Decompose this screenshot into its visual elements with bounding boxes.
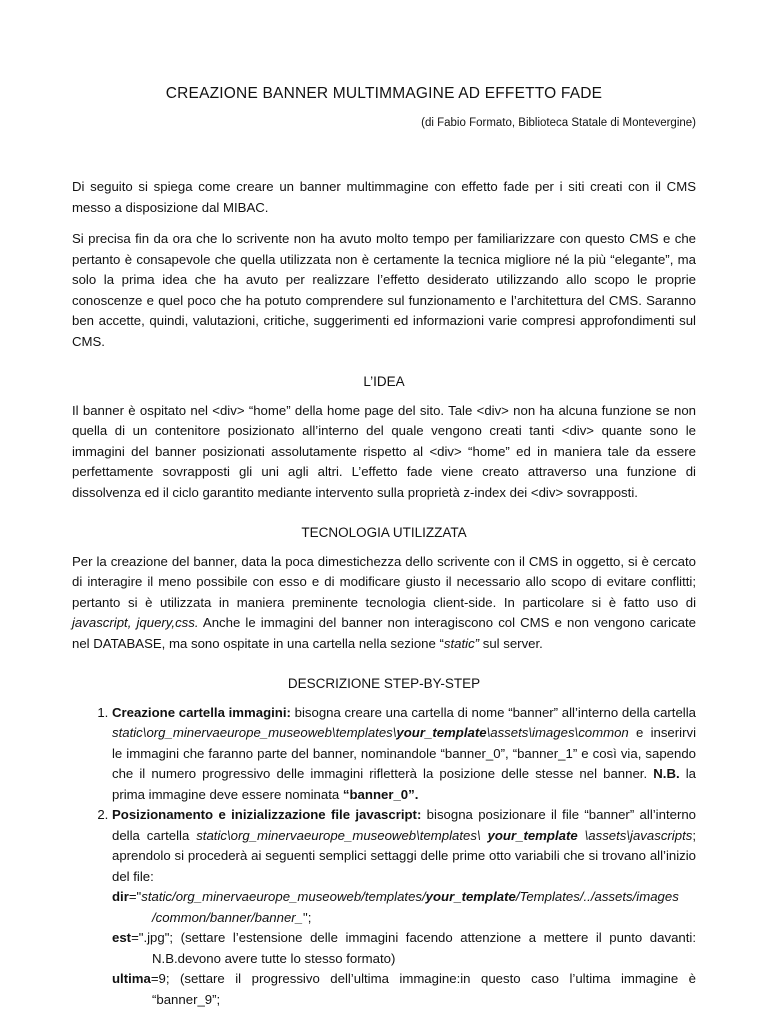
section-heading-idea: L’IDEA <box>72 372 696 393</box>
dir-variable-line: dir="static/org_minervaeurope_museoweb/templates/your_template/Templates/../assets/images /common/banner/banner_"; <box>112 887 696 928</box>
intro-paragraph-1: Di seguito si spiega come creare un banner multimmagine con effetto fade per i siti creati con il CMS messo a disposizione dal MIBAC. <box>72 177 696 218</box>
author-byline: (di Fabio Formato, Biblioteca Statale di Montevergine) <box>72 113 696 134</box>
step-1: 1. Creazione cartella immagini: bisogna creare una cartella di nome “banner” all’interno della cartella static\org_minervaeurope_museoweb\templates\your_template\assets\images\common e inserirvi le immagini che faranno parte del banner, nominandole “banner_0”, “banner_1” e così via, sapendo che il numero progressivo delle immagini rifletterà la posizione delle stesse nel banner. N.B. la prima immagine deve essere nominata “banner_0”. <box>112 703 696 806</box>
est-variable-line: est=".jpg"; (settare l’estensione delle immagini facendo attenzione a mettere il punto davanti: N.B.devono avere tutte lo stesso formato) <box>112 928 696 969</box>
document-body <box>72 84 696 1010</box>
section-heading-technology: TECNOLOGIA UTILIZZATA <box>72 523 696 544</box>
document-title: CREAZIONE BANNER MULTIMMAGINE AD EFFETTO FADE <box>72 84 696 105</box>
steps-list <box>72 703 696 1010</box>
technology-paragraph: Per la creazione del banner, data la poca dimestichezza dello scrivente con il CMS in oggetto, si è cercato di interagire il meno possibile con esso e di modificare giusto il necessario allo scopo di evitare conflitti; pertanto si è utilizzata in maniera preminente tecnologia client-side. In particolare si è fatto uso di javascript, jquery,css. Anche le immagini del banner non interagiscono col CMS e non vengono caricate nel DATABASE, ma sono ospitate in una cartella nella sezione “static” sul server. <box>72 552 696 655</box>
ultima-variable-line: ultima=9; (settare il progressivo dell’ultima immagine:in questo caso l’ultima immagine è “banner_9”; <box>112 969 696 1010</box>
section-heading-steps: DESCRIZIONE STEP-BY-STEP <box>72 674 696 695</box>
intro-paragraph-2: Si precisa fin da ora che lo scrivente non ha avuto molto tempo per familiarizzare con questo CMS e che pertanto è consapevole che quella utilizzata non è certamente la tecnica migliore né la più “elegante”, ma solo la prima idea che ha avuto per realizzare l’effetto desiderato utilizzando allo scopo le proprie conoscenze e quel poco che ha potuto comprendere sul funzionamento e l’architettura del CMS. Saranno ben accette, quindi, valutazioni, critiche, suggerimenti ed informazioni varie compresi approfondimenti sul CMS. <box>72 229 696 352</box>
idea-paragraph: Il banner è ospitato nel <div> “home” della home page del sito. Tale <div> non ha alcuna funzione se non quella di un contenitore posizionato all’interno del quale vengono creati tanti <div> quante sono le immagini del banner posizionati assolutamente rispetto al <div> “home” ed in maniera tale da essere perfettamente sovrapposti gli uni agli altri. L’effetto fade viene creato attraverso una funzione di dissolvenza ed il ciclo garantito mediante intervento sulla proprietà z-index dei <div> sovrapposti. <box>72 401 696 504</box>
step-2: 2. Posizionamento e inizializzazione file javascript: bisogna posizionare il file “banner” all’interno della cartella static\org_minervaeurope_museoweb\templates\ your_template \assets\javascripts; aprendolo si procederà ai seguenti semplici settaggi delle prime otto variabili che si trovano all’inizio del file: dir="static/org_minervaeurope_museoweb/templates/your_template/Templates/../assets/images /common/banner/banner_"; est=".jpg"; (settare l’estensione delle immagini facendo attenzione a mettere il punto davanti: N.B.devono avere tutte lo stesso formato) ultima=9; (settare il progressivo dell’ultima immagine:in questo caso l’ultima immagine è “banner_9”; <box>112 805 696 1010</box>
